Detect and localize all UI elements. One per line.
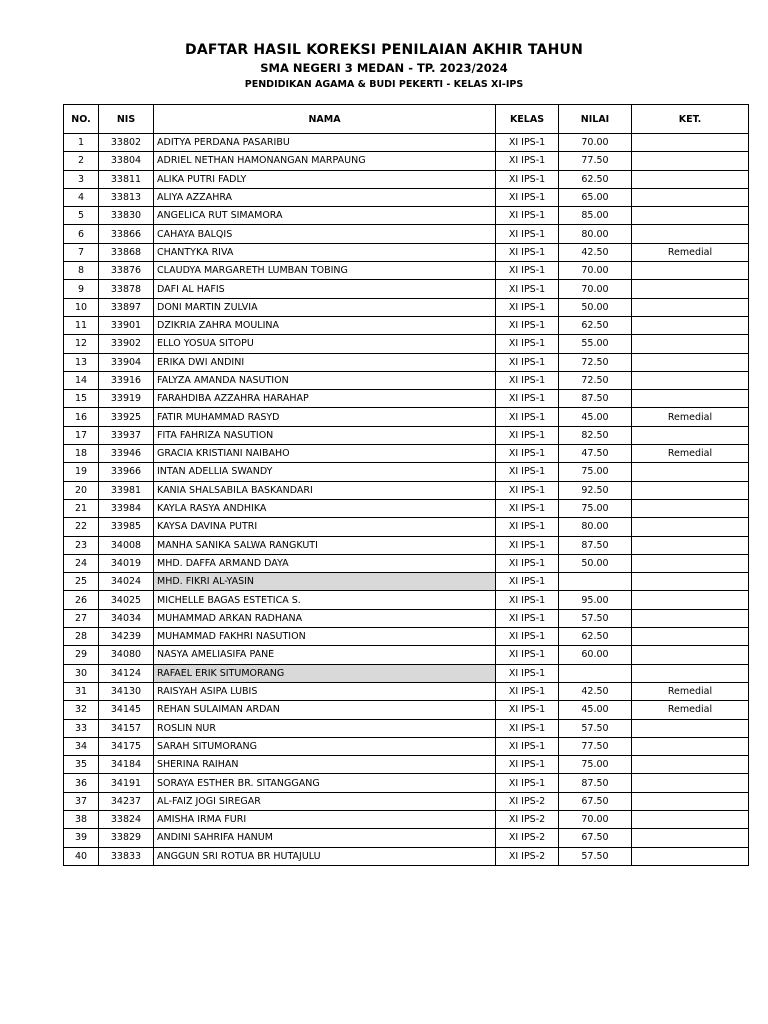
row-no-cell: 10 <box>64 298 99 316</box>
row-nama-cell: ERIKA DWI ANDINI <box>154 353 496 371</box>
row-nilai-cell: 85.00 <box>559 207 632 225</box>
table-row <box>64 225 749 243</box>
row-nis-cell: 34124 <box>99 664 154 682</box>
row-nis-cell: 34008 <box>99 536 154 554</box>
row-nilai-cell: 77.50 <box>559 152 632 170</box>
row-no-cell: 37 <box>64 792 99 810</box>
row-no-cell: 27 <box>64 609 99 627</box>
table-row <box>64 335 749 353</box>
row-ket-cell <box>632 188 749 206</box>
row-nilai-cell: 92.50 <box>559 481 632 499</box>
table-row <box>64 847 749 865</box>
row-nis-cell: 34145 <box>99 701 154 719</box>
row-ket-cell <box>632 847 749 865</box>
table-row <box>64 262 749 280</box>
row-no-cell: 21 <box>64 499 99 517</box>
table-row <box>64 737 749 755</box>
row-ket-cell <box>632 499 749 517</box>
row-kelas-cell: XI IPS-2 <box>496 847 559 865</box>
row-ket-cell <box>632 134 749 152</box>
table-row <box>64 536 749 554</box>
row-ket-cell: Remedial <box>632 682 749 700</box>
row-kelas-cell: XI IPS-1 <box>496 316 559 334</box>
row-nis-cell: 34191 <box>99 774 154 792</box>
table-row <box>64 701 749 719</box>
table-row <box>64 591 749 609</box>
row-ket-cell <box>632 774 749 792</box>
row-no-cell: 40 <box>64 847 99 865</box>
table-row <box>64 188 749 206</box>
row-nis-cell: 34157 <box>99 719 154 737</box>
row-nis-cell: 33868 <box>99 243 154 261</box>
table-row <box>64 426 749 444</box>
row-nilai-cell <box>559 664 632 682</box>
table-row <box>64 408 749 426</box>
row-nilai-cell: 95.00 <box>559 591 632 609</box>
table-row <box>64 298 749 316</box>
row-nama-cell: DAFI AL HAFIS <box>154 280 496 298</box>
row-nis-cell: 33916 <box>99 371 154 389</box>
row-nis-cell: 33902 <box>99 335 154 353</box>
row-ket-cell: Remedial <box>632 445 749 463</box>
row-nama-cell: RAISYAH ASIPA LUBIS <box>154 682 496 700</box>
row-no-cell: 3 <box>64 170 99 188</box>
row-ket-cell <box>632 152 749 170</box>
table-row <box>64 481 749 499</box>
row-nama-cell: FATIR MUHAMMAD RASYD <box>154 408 496 426</box>
row-nis-cell: 33811 <box>99 170 154 188</box>
row-nis-cell: 33904 <box>99 353 154 371</box>
row-nama-cell: AL-FAIZ JOGI SIREGAR <box>154 792 496 810</box>
row-no-cell: 1 <box>64 134 99 152</box>
row-nilai-cell: 57.50 <box>559 847 632 865</box>
row-nama-cell: ANDINI SAHRIFA HANUM <box>154 829 496 847</box>
row-ket-cell <box>632 262 749 280</box>
column-header-nilai: NILAI <box>559 105 632 134</box>
row-nilai-cell: 70.00 <box>559 810 632 828</box>
table-row <box>64 316 749 334</box>
row-nis-cell: 33878 <box>99 280 154 298</box>
row-kelas-cell: XI IPS-1 <box>496 664 559 682</box>
row-nilai-cell <box>559 573 632 591</box>
row-kelas-cell: XI IPS-1 <box>496 463 559 481</box>
row-no-cell: 30 <box>64 664 99 682</box>
row-ket-cell <box>632 170 749 188</box>
row-nis-cell: 34239 <box>99 628 154 646</box>
row-kelas-cell: XI IPS-1 <box>496 298 559 316</box>
row-nama-cell: KANIA SHALSABILA BASKANDARI <box>154 481 496 499</box>
row-ket-cell <box>632 481 749 499</box>
row-no-cell: 34 <box>64 737 99 755</box>
table-row <box>64 756 749 774</box>
column-header-kelas: KELAS <box>496 105 559 134</box>
row-no-cell: 28 <box>64 628 99 646</box>
row-ket-cell <box>632 298 749 316</box>
row-ket-cell <box>632 628 749 646</box>
row-kelas-cell: XI IPS-1 <box>496 371 559 389</box>
row-no-cell: 25 <box>64 573 99 591</box>
row-ket-cell <box>632 664 749 682</box>
row-nama-cell: ADRIEL NETHAN HAMONANGAN MARPAUNG <box>154 152 496 170</box>
row-ket-cell <box>632 737 749 755</box>
row-nilai-cell: 72.50 <box>559 353 632 371</box>
row-nama-cell: CAHAYA BALQIS <box>154 225 496 243</box>
subject-subtitle: PENDIDIKAN AGAMA & BUDI PEKERTI - KELAS XI-IPS <box>244 79 524 90</box>
row-kelas-cell: XI IPS-1 <box>496 609 559 627</box>
row-nama-cell: FALYZA AMANDA NASUTION <box>154 371 496 389</box>
row-kelas-cell: XI IPS-2 <box>496 810 559 828</box>
row-nilai-cell: 80.00 <box>559 225 632 243</box>
row-nilai-cell: 62.50 <box>559 628 632 646</box>
row-no-cell: 26 <box>64 591 99 609</box>
row-nis-cell: 34019 <box>99 554 154 572</box>
row-nama-cell: ELLO YOSUA SITOPU <box>154 335 496 353</box>
column-header-nis: NIS <box>99 105 154 134</box>
row-no-cell: 13 <box>64 353 99 371</box>
row-nama-cell: FARAHDIBA AZZAHRA HARAHAP <box>154 390 496 408</box>
row-nilai-cell: 55.00 <box>559 335 632 353</box>
row-kelas-cell: XI IPS-1 <box>496 737 559 755</box>
table-row <box>64 463 749 481</box>
row-nilai-cell: 57.50 <box>559 609 632 627</box>
row-nama-cell: ANGGUN SRI ROTUA BR HUTAJULU <box>154 847 496 865</box>
row-kelas-cell: XI IPS-1 <box>496 499 559 517</box>
row-nilai-cell: 70.00 <box>559 280 632 298</box>
row-nis-cell: 34025 <box>99 591 154 609</box>
row-no-cell: 9 <box>64 280 99 298</box>
row-nilai-cell: 60.00 <box>559 646 632 664</box>
table-row <box>64 499 749 517</box>
row-nis-cell: 34237 <box>99 792 154 810</box>
table-row <box>64 664 749 682</box>
row-nis-cell: 33919 <box>99 390 154 408</box>
row-no-cell: 23 <box>64 536 99 554</box>
row-nis-cell: 34130 <box>99 682 154 700</box>
row-nama-cell: SARAH SITUMORANG <box>154 737 496 755</box>
row-kelas-cell: XI IPS-1 <box>496 225 559 243</box>
row-ket-cell <box>632 280 749 298</box>
row-no-cell: 6 <box>64 225 99 243</box>
row-no-cell: 15 <box>64 390 99 408</box>
row-nis-cell: 33937 <box>99 426 154 444</box>
table-row <box>64 207 749 225</box>
table-body <box>64 134 749 866</box>
row-nilai-cell: 57.50 <box>559 719 632 737</box>
row-ket-cell <box>632 591 749 609</box>
row-no-cell: 22 <box>64 518 99 536</box>
row-ket-cell <box>632 792 749 810</box>
row-nama-cell: ROSLIN NUR <box>154 719 496 737</box>
row-kelas-cell: XI IPS-1 <box>496 682 559 700</box>
row-nilai-cell: 87.50 <box>559 774 632 792</box>
row-ket-cell <box>632 426 749 444</box>
table-row <box>64 628 749 646</box>
row-kelas-cell: XI IPS-1 <box>496 390 559 408</box>
row-ket-cell: Remedial <box>632 701 749 719</box>
row-nis-cell: 33802 <box>99 134 154 152</box>
row-nis-cell: 34034 <box>99 609 154 627</box>
row-nilai-cell: 67.50 <box>559 829 632 847</box>
row-kelas-cell: XI IPS-1 <box>496 445 559 463</box>
row-no-cell: 33 <box>64 719 99 737</box>
row-kelas-cell: XI IPS-1 <box>496 701 559 719</box>
row-kelas-cell: XI IPS-1 <box>496 280 559 298</box>
row-nama-cell: AMISHA IRMA FURI <box>154 810 496 828</box>
row-nilai-cell: 70.00 <box>559 134 632 152</box>
row-ket-cell <box>632 719 749 737</box>
row-ket-cell <box>632 390 749 408</box>
table-row <box>64 719 749 737</box>
row-no-cell: 7 <box>64 243 99 261</box>
row-ket-cell <box>632 810 749 828</box>
table-row <box>64 774 749 792</box>
row-kelas-cell: XI IPS-1 <box>496 134 559 152</box>
table-row <box>64 682 749 700</box>
row-kelas-cell: XI IPS-1 <box>496 518 559 536</box>
row-nama-cell: RAFAEL ERIK SITUMORANG <box>154 664 496 682</box>
row-kelas-cell: XI IPS-1 <box>496 243 559 261</box>
row-no-cell: 38 <box>64 810 99 828</box>
row-no-cell: 14 <box>64 371 99 389</box>
row-nilai-cell: 72.50 <box>559 371 632 389</box>
row-ket-cell <box>632 554 749 572</box>
row-kelas-cell: XI IPS-1 <box>496 591 559 609</box>
row-nilai-cell: 42.50 <box>559 682 632 700</box>
row-ket-cell <box>632 829 749 847</box>
row-ket-cell <box>632 646 749 664</box>
table-row <box>64 646 749 664</box>
table-row <box>64 152 749 170</box>
row-no-cell: 32 <box>64 701 99 719</box>
row-nama-cell: DZIKRIA ZAHRA MOULINA <box>154 316 496 334</box>
table-row <box>64 829 749 847</box>
row-nilai-cell: 62.50 <box>559 170 632 188</box>
row-no-cell: 8 <box>64 262 99 280</box>
row-kelas-cell: XI IPS-1 <box>496 646 559 664</box>
row-nama-cell: MUHAMMAD FAKHRI NASUTION <box>154 628 496 646</box>
table-header-row <box>64 105 749 134</box>
row-nama-cell: MHD. FIKRI AL-YASIN <box>154 573 496 591</box>
column-header-nama: NAMA <box>154 105 496 134</box>
row-no-cell: 35 <box>64 756 99 774</box>
table-row <box>64 353 749 371</box>
row-nama-cell: REHAN SULAIMAN ARDAN <box>154 701 496 719</box>
row-ket-cell <box>632 207 749 225</box>
row-nilai-cell: 67.50 <box>559 792 632 810</box>
row-kelas-cell: XI IPS-1 <box>496 426 559 444</box>
row-kelas-cell: XI IPS-1 <box>496 207 559 225</box>
row-nis-cell: 33925 <box>99 408 154 426</box>
row-nama-cell: KAYLA RASYA ANDHIKA <box>154 499 496 517</box>
row-ket-cell <box>632 463 749 481</box>
row-nama-cell: SHERINA RAIHAN <box>154 756 496 774</box>
row-nama-cell: NASYA AMELIASIFA PANE <box>154 646 496 664</box>
row-nilai-cell: 87.50 <box>559 390 632 408</box>
row-kelas-cell: XI IPS-1 <box>496 573 559 591</box>
column-header-no: NO. <box>64 105 99 134</box>
row-no-cell: 11 <box>64 316 99 334</box>
row-kelas-cell: XI IPS-1 <box>496 353 559 371</box>
row-ket-cell <box>632 335 749 353</box>
row-kelas-cell: XI IPS-2 <box>496 829 559 847</box>
table-row <box>64 170 749 188</box>
row-nis-cell: 34024 <box>99 573 154 591</box>
row-kelas-cell: XI IPS-1 <box>496 774 559 792</box>
row-kelas-cell: XI IPS-1 <box>496 719 559 737</box>
row-kelas-cell: XI IPS-1 <box>496 628 559 646</box>
row-nama-cell: KAYSA DAVINA PUTRI <box>154 518 496 536</box>
table-row <box>64 573 749 591</box>
row-nama-cell: SORAYA ESTHER BR. SITANGGANG <box>154 774 496 792</box>
row-no-cell: 4 <box>64 188 99 206</box>
row-nilai-cell: 82.50 <box>559 426 632 444</box>
row-ket-cell <box>632 316 749 334</box>
row-no-cell: 39 <box>64 829 99 847</box>
row-no-cell: 2 <box>64 152 99 170</box>
row-ket-cell <box>632 536 749 554</box>
table-row <box>64 243 749 261</box>
row-no-cell: 19 <box>64 463 99 481</box>
row-nis-cell: 33897 <box>99 298 154 316</box>
column-header-ket: KET. <box>632 105 749 134</box>
row-no-cell: 24 <box>64 554 99 572</box>
row-nis-cell: 33901 <box>99 316 154 334</box>
row-kelas-cell: XI IPS-1 <box>496 188 559 206</box>
row-nama-cell: DONI MARTIN ZULVIA <box>154 298 496 316</box>
row-nis-cell: 33866 <box>99 225 154 243</box>
row-kelas-cell: XI IPS-1 <box>496 756 559 774</box>
row-nis-cell: 33830 <box>99 207 154 225</box>
row-nilai-cell: 77.50 <box>559 737 632 755</box>
row-nis-cell: 33981 <box>99 481 154 499</box>
row-no-cell: 36 <box>64 774 99 792</box>
row-nama-cell: CHANTYKA RIVA <box>154 243 496 261</box>
row-ket-cell <box>632 573 749 591</box>
table-row <box>64 390 749 408</box>
table-row <box>64 554 749 572</box>
row-nama-cell: MHD. DAFFA ARMAND DAYA <box>154 554 496 572</box>
row-ket-cell <box>632 518 749 536</box>
row-nama-cell: ANGELICA RUT SIMAMORA <box>154 207 496 225</box>
row-kelas-cell: XI IPS-1 <box>496 481 559 499</box>
row-nis-cell: 33813 <box>99 188 154 206</box>
row-kelas-cell: XI IPS-2 <box>496 792 559 810</box>
row-nis-cell: 33984 <box>99 499 154 517</box>
row-nis-cell: 33833 <box>99 847 154 865</box>
table-row <box>64 134 749 152</box>
row-no-cell: 31 <box>64 682 99 700</box>
grades-table <box>63 104 749 866</box>
row-ket-cell <box>632 609 749 627</box>
row-nis-cell: 34080 <box>99 646 154 664</box>
row-nilai-cell: 45.00 <box>559 701 632 719</box>
row-nilai-cell: 45.00 <box>559 408 632 426</box>
row-nama-cell: GRACIA KRISTIANI NAIBAHO <box>154 445 496 463</box>
row-ket-cell <box>632 353 749 371</box>
row-nis-cell: 33985 <box>99 518 154 536</box>
row-no-cell: 5 <box>64 207 99 225</box>
row-ket-cell <box>632 371 749 389</box>
row-nis-cell: 33804 <box>99 152 154 170</box>
row-nilai-cell: 75.00 <box>559 499 632 517</box>
row-nilai-cell: 42.50 <box>559 243 632 261</box>
row-nilai-cell: 75.00 <box>559 756 632 774</box>
row-ket-cell: Remedial <box>632 408 749 426</box>
row-kelas-cell: XI IPS-1 <box>496 408 559 426</box>
row-no-cell: 16 <box>64 408 99 426</box>
row-kelas-cell: XI IPS-1 <box>496 170 559 188</box>
row-ket-cell <box>632 756 749 774</box>
row-no-cell: 29 <box>64 646 99 664</box>
row-nilai-cell: 70.00 <box>559 262 632 280</box>
row-ket-cell: Remedial <box>632 243 749 261</box>
row-nama-cell: INTAN ADELLIA SWANDY <box>154 463 496 481</box>
row-kelas-cell: XI IPS-1 <box>496 335 559 353</box>
row-nis-cell: 34184 <box>99 756 154 774</box>
row-nilai-cell: 47.50 <box>559 445 632 463</box>
row-nama-cell: ALIKA PUTRI FADLY <box>154 170 496 188</box>
row-no-cell: 18 <box>64 445 99 463</box>
row-nama-cell: MUHAMMAD ARKAN RADHANA <box>154 609 496 627</box>
row-nilai-cell: 50.00 <box>559 298 632 316</box>
table-row <box>64 280 749 298</box>
row-nis-cell: 34175 <box>99 737 154 755</box>
row-nilai-cell: 80.00 <box>559 518 632 536</box>
table-row <box>64 810 749 828</box>
row-nis-cell: 33829 <box>99 829 154 847</box>
row-nilai-cell: 62.50 <box>559 316 632 334</box>
row-nama-cell: ADITYA PERDANA PASARIBU <box>154 134 496 152</box>
row-no-cell: 17 <box>64 426 99 444</box>
row-nilai-cell: 75.00 <box>559 463 632 481</box>
row-ket-cell <box>632 225 749 243</box>
row-kelas-cell: XI IPS-1 <box>496 262 559 280</box>
row-nama-cell: MANHA SANIKA SALWA RANGKUTI <box>154 536 496 554</box>
row-nama-cell: ALIYA AZZAHRA <box>154 188 496 206</box>
row-kelas-cell: XI IPS-1 <box>496 152 559 170</box>
table-row <box>64 792 749 810</box>
table-row <box>64 445 749 463</box>
row-nis-cell: 33876 <box>99 262 154 280</box>
row-nis-cell: 33966 <box>99 463 154 481</box>
row-no-cell: 20 <box>64 481 99 499</box>
row-kelas-cell: XI IPS-1 <box>496 536 559 554</box>
row-nama-cell: MICHELLE BAGAS ESTETICA S. <box>154 591 496 609</box>
row-nis-cell: 33824 <box>99 810 154 828</box>
school-subtitle: SMA NEGERI 3 MEDAN - TP. 2023/2024 <box>260 61 508 75</box>
document-title: DAFTAR HASIL KOREKSI PENILAIAN AKHIR TAHUN <box>185 42 583 58</box>
table-row <box>64 609 749 627</box>
row-kelas-cell: XI IPS-1 <box>496 554 559 572</box>
table-row <box>64 518 749 536</box>
row-nama-cell: FITA FAHRIZA NASUTION <box>154 426 496 444</box>
row-no-cell: 12 <box>64 335 99 353</box>
table-row <box>64 371 749 389</box>
row-nilai-cell: 87.50 <box>559 536 632 554</box>
row-nilai-cell: 65.00 <box>559 188 632 206</box>
row-nama-cell: CLAUDYA MARGARETH LUMBAN TOBING <box>154 262 496 280</box>
row-nis-cell: 33946 <box>99 445 154 463</box>
row-nilai-cell: 50.00 <box>559 554 632 572</box>
